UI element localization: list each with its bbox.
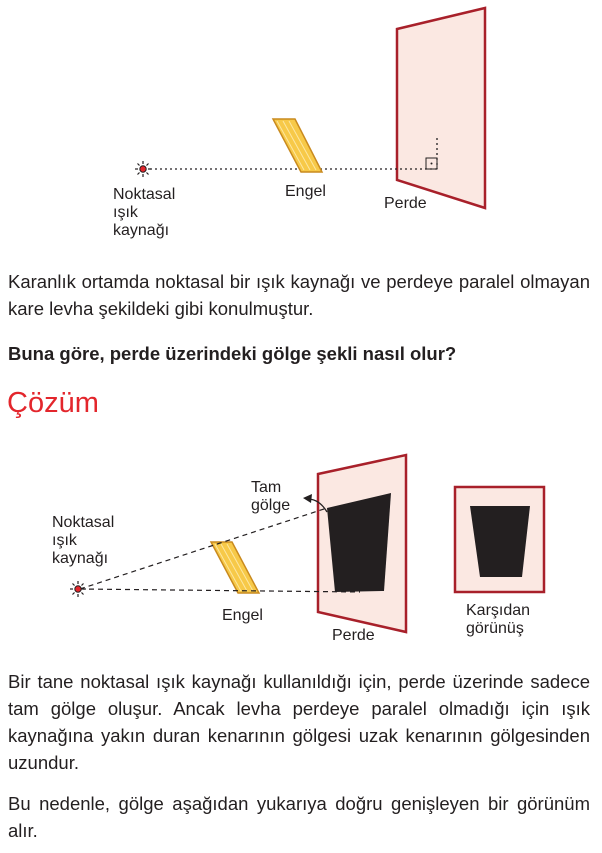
full-shadow [327,493,391,592]
screen-label-2: Perde [332,627,375,644]
source-label-1: Noktasal ışık kaynağı [113,186,176,239]
light-source-icon-2 [70,581,86,597]
ray-top [80,508,327,589]
solution-paragraph-2: Bu nedenle, gölge aşağıdan yukarıya doğru genişleyen bir görünüm alır. [8,793,590,841]
obstacle-label-2: Engel [222,607,263,624]
solution-paragraph-1: Bir tane noktasal ışık kaynağı kullanıldığı için, perde üzerinde sadece tam gölge oluşur. Ancak levha perdeye paralel olmadığı için ışık kaynağına yakın duran kenarının gölgesi uzak kenarının gölgesinden uzundur. [8,671,590,773]
front-view-label: Karşıdan görünüş [466,602,531,637]
full-shadow-label: Tam gölge [251,479,291,514]
screen-plane [397,8,485,208]
screen-label-1: Perde [384,195,427,212]
light-source-icon [135,161,151,177]
question-text: Buna göre, perde üzerindeki gölge şekli nasıl olur? [8,343,457,364]
problem-text: Karanlık ortamda noktasal bir ışık kaynağı ve perdeye paralel olmayan kare levha şekildeki gibi konulmuştur. [8,271,590,319]
obstacle-label-1: Engel [285,183,326,200]
solution-heading: Çözüm [7,387,99,419]
front-view-shadow [470,506,530,577]
source-label-2: Noktasal ışık kaynağı [52,514,115,567]
